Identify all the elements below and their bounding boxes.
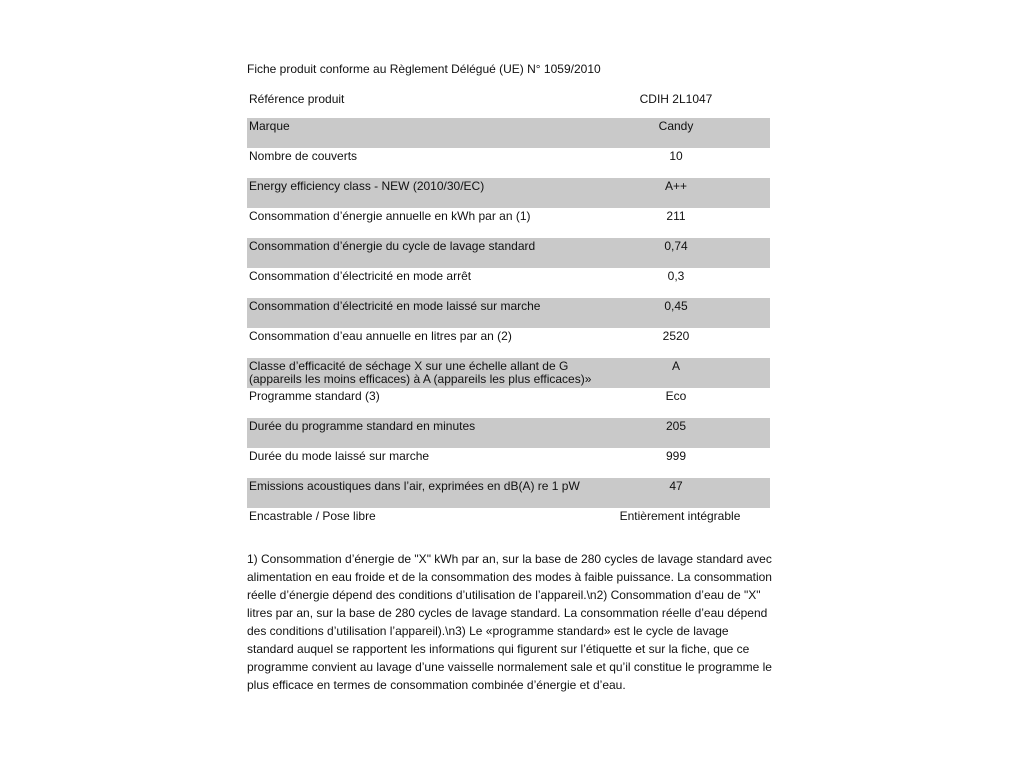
row-label: Energy efficiency class - NEW (2010/30/EC) (249, 179, 485, 193)
table-row (247, 238, 770, 268)
row-value: 0,3 (667, 269, 685, 283)
fiche-title-text: Fiche produit conforme au Règlement Délégué (UE) N° 1059/2010 (247, 62, 601, 76)
product-fiche (247, 58, 770, 694)
row-label: Durée du programme standard en minutes (249, 419, 476, 433)
row-label: Programme standard (3) (249, 389, 380, 403)
row-label: Consommation d’eau annuelle en litres par an (2) (249, 329, 512, 343)
table-row (247, 208, 770, 238)
row-label: Encastrable / Pose libre (249, 509, 376, 523)
row-value: Eco (665, 389, 687, 403)
footnotes: 1) Consommation d’énergie de "X" kWh par an, sur la base de 280 cycles de lavage standard avec alimentation en eau froide et de la consommation des modes à faible puissance. La consommation réelle d’énergie dépend des conditions d’utilisation de l’appareil.\n2) Consommation d’eau de "X" litres par an, sur la base de 280 cycles de lavage standard. La consommation réelle d’eau dépend des conditions d’utilisation l’appareil).\n3) Le «programme standard» est le cycle de lavage standard auquel se rapportent les informations qui figurent sur l’étiquette et sur la fiche, que ce programme convient au lavage d’une vaisselle normalement sale et qu’il constitue le programme le plus efficace en termes de consommation combinée d’énergie et d’eau. (247, 552, 772, 692)
row-value: 0,74 (664, 239, 688, 253)
row-value: A (671, 359, 680, 373)
fiche-title (247, 58, 770, 88)
row-label: Consommation d’énergie du cycle de lavage standard (249, 239, 536, 253)
table-row (247, 298, 770, 328)
row-value: 10 (669, 149, 683, 163)
table-row (247, 448, 770, 478)
row-value: Entièrement intégrable (619, 509, 741, 523)
row-value: 999 (665, 449, 687, 463)
row-value: 211 (666, 209, 686, 223)
row-value: 205 (665, 419, 687, 433)
row-label: Emissions acoustiques dans l’air, exprimées en dB(A) re 1 pW (249, 479, 580, 493)
table-row (247, 118, 770, 148)
row-label-line2: (appareils les moins efficaces) à A (appareils les plus efficaces)» (249, 372, 592, 386)
row-label: Consommation d’électricité en mode laissé sur marche (249, 299, 541, 313)
table-row (247, 328, 770, 358)
row-label-line1: Classe d’efficacité de séchage X sur une échelle allant de G (249, 359, 569, 373)
row-value: 47 (669, 479, 683, 493)
row-label: Durée du mode laissé sur marche (249, 449, 430, 463)
reference-label: Référence produit (249, 92, 345, 106)
table-row (247, 268, 770, 298)
reference-value: CDIH 2L1047 (639, 92, 713, 106)
row-value: 2520 (662, 329, 690, 343)
table-row (247, 178, 770, 208)
row-label: Consommation d’électricité en mode arrêt (249, 269, 472, 283)
row-label (247, 358, 596, 388)
row-value: A++ (664, 179, 688, 193)
row-label: Consommation d’énergie annuelle en kWh par an (1) (249, 209, 531, 223)
row-value: 0,45 (664, 299, 688, 313)
table-row (247, 478, 770, 508)
table-row (247, 358, 770, 388)
reference-row (247, 88, 770, 118)
table-row (247, 148, 770, 178)
table-row (247, 418, 770, 448)
table-row (247, 388, 770, 418)
table-row (247, 508, 770, 538)
row-value: Candy (658, 119, 694, 133)
spec-table (247, 118, 770, 538)
row-label: Nombre de couverts (249, 149, 358, 163)
row-label: Marque (249, 119, 290, 133)
